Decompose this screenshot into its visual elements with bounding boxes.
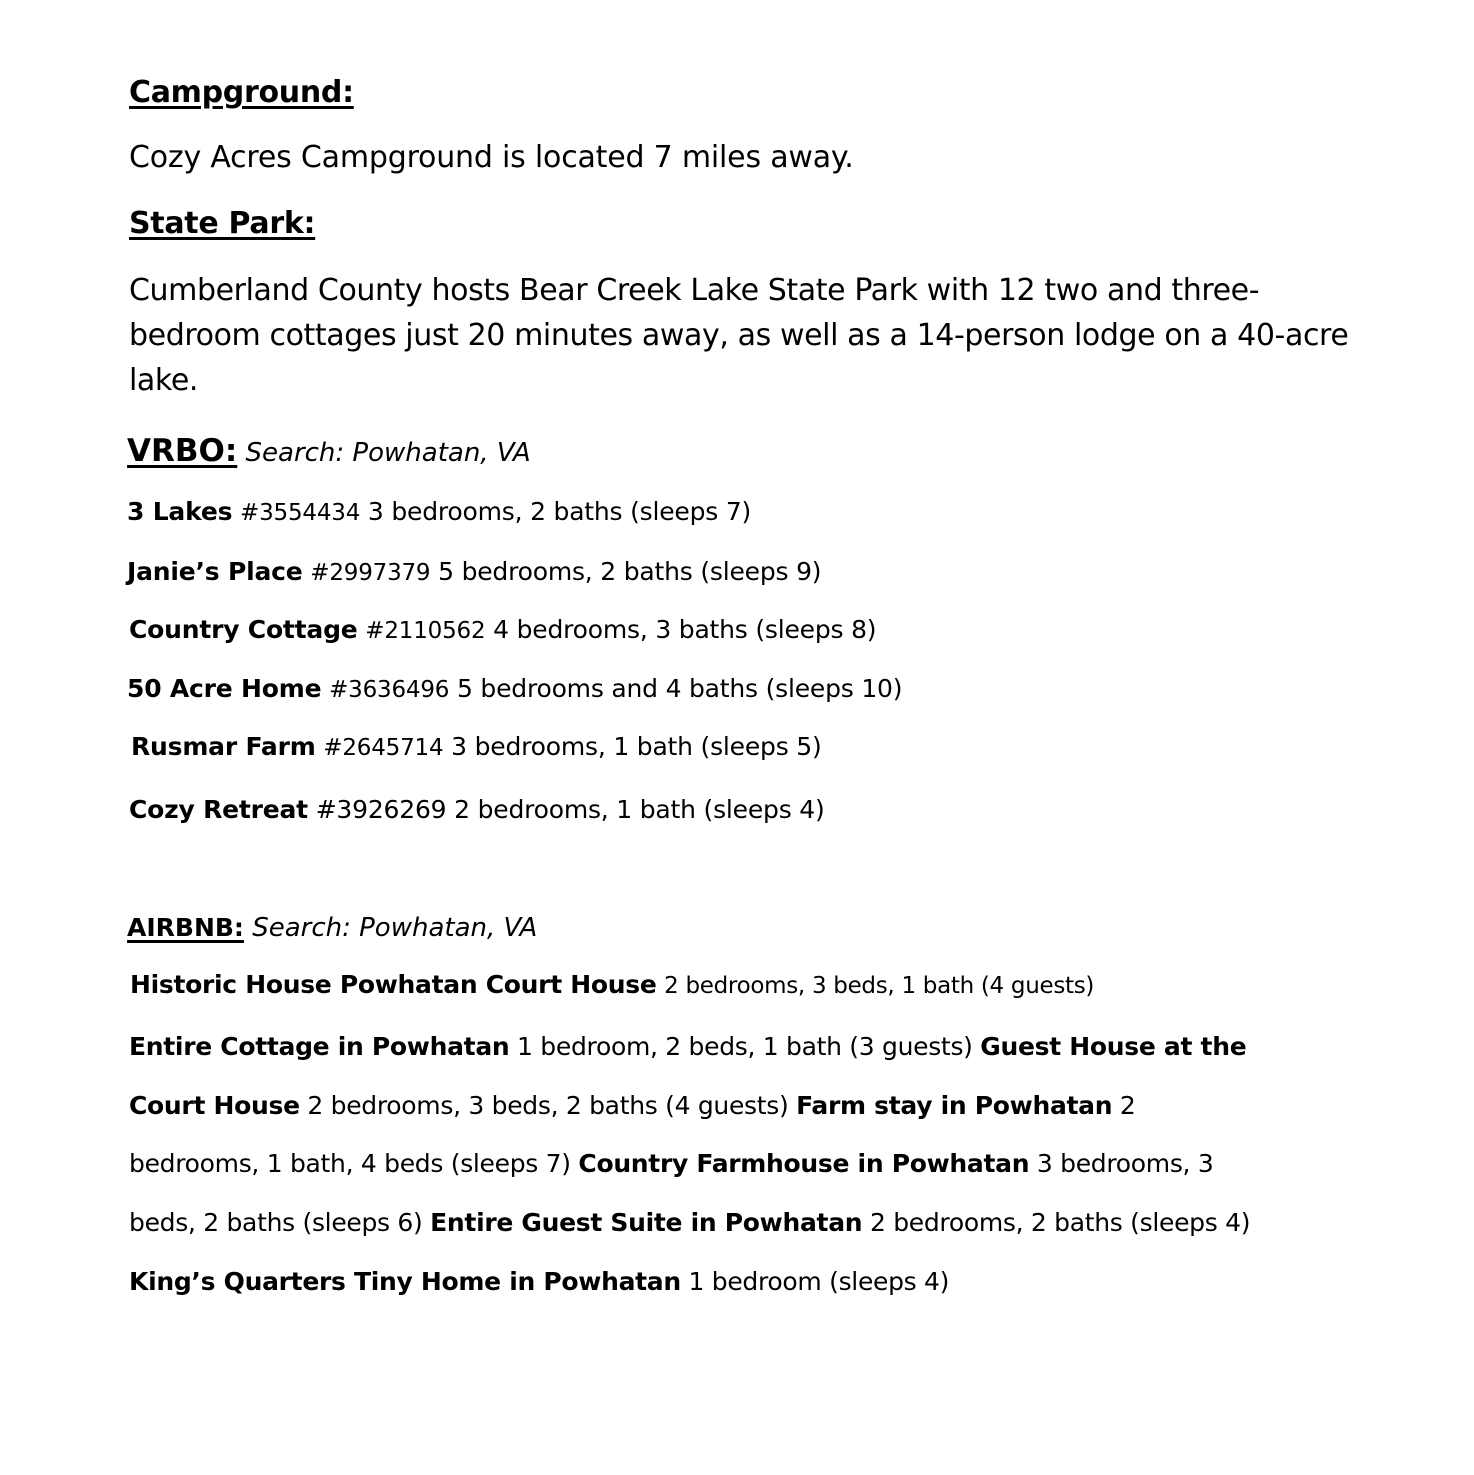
listing-id: #3554434 [240,500,361,526]
listing-name: Rusmar Farm [131,732,316,761]
listing-details: 3 bedrooms, 1 bath (sleeps 5) [451,732,822,761]
listing-name: Janie’s Place [127,557,303,586]
listing-name: 50 Acre Home [127,674,322,703]
airbnb-search-text: Search: Powhatan, VA [252,913,538,943]
listing-details: 4 bedrooms, 3 baths (sleeps 8) [493,615,877,644]
listing-name: Cozy Retreat [129,795,308,824]
airbnb-heading: AIRBNB: [127,913,244,942]
listing-details: 2 bedrooms, 1 bath (sleeps 4) [454,795,825,824]
listing-details: 5 bedrooms, 2 baths (sleeps 9) [438,557,822,586]
listing-name: Entire Cottage in Powhatan [129,1032,510,1061]
vrbo-listing [131,732,822,761]
listing-details: 3 bedrooms, 2 baths (sleeps 7) [367,497,752,526]
vrbo-search-line [127,433,531,469]
listing-id: #3636496 [329,677,450,703]
listing-name: Guest House at the Court House [129,1032,1247,1120]
listing-details: 5 bedrooms and 4 baths (sleeps 10) [456,674,903,703]
vrbo-heading: VRBO: [127,433,238,469]
listing-details: 1 bedroom, 2 beds, 1 bath (3 guests) [517,1032,973,1061]
listing-id: #2110562 [365,618,486,644]
listing-name: Country Cottage [129,615,358,644]
vrbo-listing [127,497,751,526]
listing-details: 3 bedrooms, 3 beds, 2 baths (sleeps 6) [129,1149,1214,1238]
listing-details: 2 bedrooms, 3 beds, 2 baths (4 guests) [307,1090,789,1120]
listing-name: Farm stay in Powhatan [796,1090,1113,1120]
listing-name: King’s Quarters Tiny Home in Powhatan [129,1266,681,1296]
vrbo-listing [127,674,902,703]
listing-details: 2 bedrooms, 1 bath, 4 beds (sleeps 7) [129,1090,1136,1179]
state-park-text: Cumberland County hosts Bear Creek Lake State Park with 12 two and three-bedroom cottages just 20 minutes away, as well as a 14-person lodge on a 40-acre lake. [129,273,1349,398]
listing-name: Historic House Powhatan Court House [130,970,657,999]
vrbo-listing [127,557,821,586]
listing-details: 1 bedroom (sleeps 4) [688,1266,950,1296]
vrbo-search-text: Search: Powhatan, VA [245,438,531,468]
campground-text: Cozy Acres Campground is located 7 miles away. [129,140,854,175]
listing-id: #2997379 [310,560,431,586]
listing-details: 2 bedrooms, 2 baths (sleeps 4) [869,1208,1251,1238]
listing-id: #2645714 [323,735,444,761]
listing-details: 2 bedrooms, 3 beds, 1 bath (4 guests) [664,973,1095,999]
vrbo-listing [129,795,825,824]
listing-name: 3 Lakes [127,497,233,526]
listing-name: Country Farmhouse in Powhatan [578,1149,1030,1179]
airbnb-listings-paragraph [129,1018,1269,1312]
airbnb-search-line [127,913,537,943]
vrbo-listing [129,615,876,644]
state-park-heading: State Park: [129,206,316,241]
campground-heading: Campground: [129,75,354,110]
listing-id: #3926269 [315,795,447,824]
listing-name: Entire Guest Suite in Powhatan [430,1208,863,1238]
airbnb-listing [130,970,1094,999]
